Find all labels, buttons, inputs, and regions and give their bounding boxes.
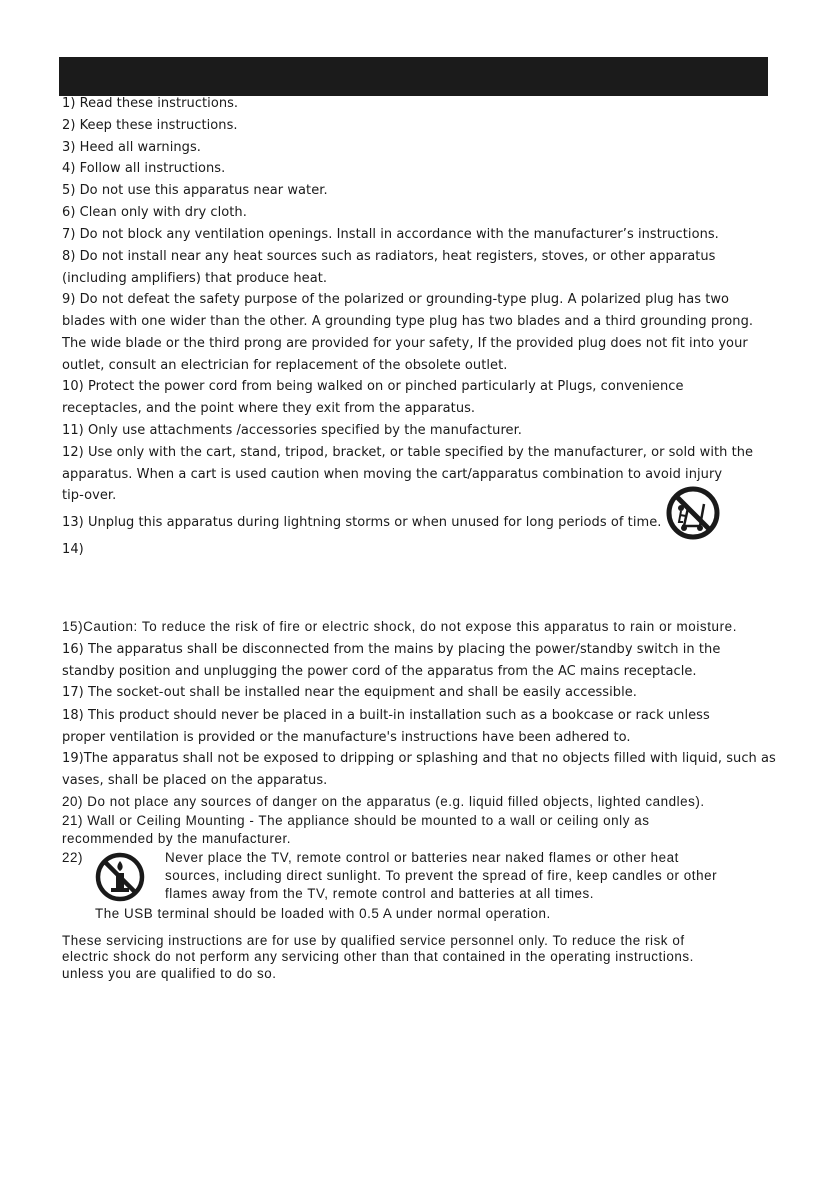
instruction-13: 13) Unplug this apparatus during lightning storms or when unused for long periods of time. <box>62 515 662 530</box>
servicing-note-line-3: unless you are qualified to do so. <box>62 966 277 981</box>
instruction-21-line-2: recommended by the manufacturer. <box>62 831 291 846</box>
instruction-22-line-3: flames away from the TV, remote control and batteries at all times. <box>165 886 595 901</box>
instruction-18-line-2: proper ventilation is provided or the manufacture's instructions have been adhered to. <box>62 730 631 745</box>
instruction-15-caution: 15)Caution: To reduce the risk of fire or electric shock, do not expose this apparatus to rain or moisture. <box>62 619 738 634</box>
instruction-21-line-1: 21) Wall or Ceiling Mounting - The appliance should be mounted to a wall or ceiling only as <box>62 813 650 828</box>
instruction-19-line-2: vases, shall be placed on the apparatus. <box>62 773 328 788</box>
instruction-5: 5) Do not use this apparatus near water. <box>62 183 328 198</box>
instruction-1: 1) Read these instructions. <box>62 96 239 111</box>
instruction-9-line-3: The wide blade or the third prong are provided for your safety, If the provided plug does not fit into your <box>62 336 748 351</box>
instruction-22-line-1: Never place the TV, remote control or batteries near naked flames or other heat <box>165 850 679 865</box>
instruction-14: 14) <box>62 542 84 557</box>
instruction-22-number: 22) <box>62 850 84 865</box>
instruction-6: 6) Clean only with dry cloth. <box>62 205 247 220</box>
servicing-note-line-2: electric shock do not perform any servicing other than that contained in the operating instructions. <box>62 949 694 964</box>
instruction-22-line-2: sources, including direct sunlight. To prevent the spread of fire, keep candles or other <box>165 868 718 883</box>
instruction-9-line-2: blades with one wider than the other. A grounding type plug has two blades and a third grounding prong. <box>62 314 754 329</box>
cart-tip-over-warning-icon <box>664 486 722 540</box>
instruction-16-line-1: 16) The apparatus shall be disconnected from the mains by placing the power/standby switch in the <box>62 642 721 657</box>
instruction-4: 4) Follow all instructions. <box>62 161 226 176</box>
usb-terminal-note: The USB terminal should be loaded with 0.5 A under normal operation. <box>95 906 551 921</box>
instruction-17: 17) The socket-out shall be installed near the equipment and shall be easily accessible. <box>62 685 637 700</box>
instruction-12-line-3: tip-over. <box>62 488 117 503</box>
section-header-bar <box>59 57 768 96</box>
instruction-10-line-2: receptacles, and the point where they exit from the apparatus. <box>62 401 476 416</box>
servicing-note-line-1: These servicing instructions are for use by qualified service personnel only. To reduce the risk of <box>62 933 685 948</box>
instruction-8-line-1: 8) Do not install near any heat sources such as radiators, heat registers, stoves, or other apparatus <box>62 249 716 264</box>
instruction-16-line-2: standby position and unplugging the power cord of the apparatus from the AC mains receptacle. <box>62 664 697 679</box>
instruction-11: 11) Only use attachments /accessories specified by the manufacturer. <box>62 423 522 438</box>
instruction-8-line-2: (including amplifiers) that produce heat. <box>62 271 328 286</box>
instruction-12-line-1: 12) Use only with the cart, stand, tripod, bracket, or table specified by the manufacturer, or sold with the <box>62 445 754 460</box>
instruction-2: 2) Keep these instructions. <box>62 118 238 133</box>
instruction-10-line-1: 10) Protect the power cord from being walked on or pinched particularly at Plugs, convenience <box>62 379 684 394</box>
instruction-18-line-1: 18) This product should never be placed in a built-in installation such as a bookcase or rack unless <box>62 708 710 723</box>
instruction-12-line-2: apparatus. When a cart is used caution when moving the cart/apparatus combination to avoid injury <box>62 467 723 482</box>
instruction-9-line-1: 9) Do not defeat the safety purpose of the polarized or grounding-type plug. A polarized plug has two <box>62 292 730 307</box>
instruction-19-line-1: 19)The apparatus shall not be exposed to dripping or splashing and that no objects filled with liquid, such as <box>62 751 776 766</box>
instruction-20: 20) Do not place any sources of danger on the apparatus (e.g. liquid filled objects, lighted candles). <box>62 794 705 809</box>
instruction-3: 3) Heed all warnings. <box>62 140 201 155</box>
no-candle-flame-icon <box>93 851 147 903</box>
instruction-7: 7) Do not block any ventilation openings. Install in accordance with the manufacturer’s instructions. <box>62 227 719 242</box>
instruction-9-line-4: outlet, consult an electrician for replacement of the obsolete outlet. <box>62 358 508 373</box>
